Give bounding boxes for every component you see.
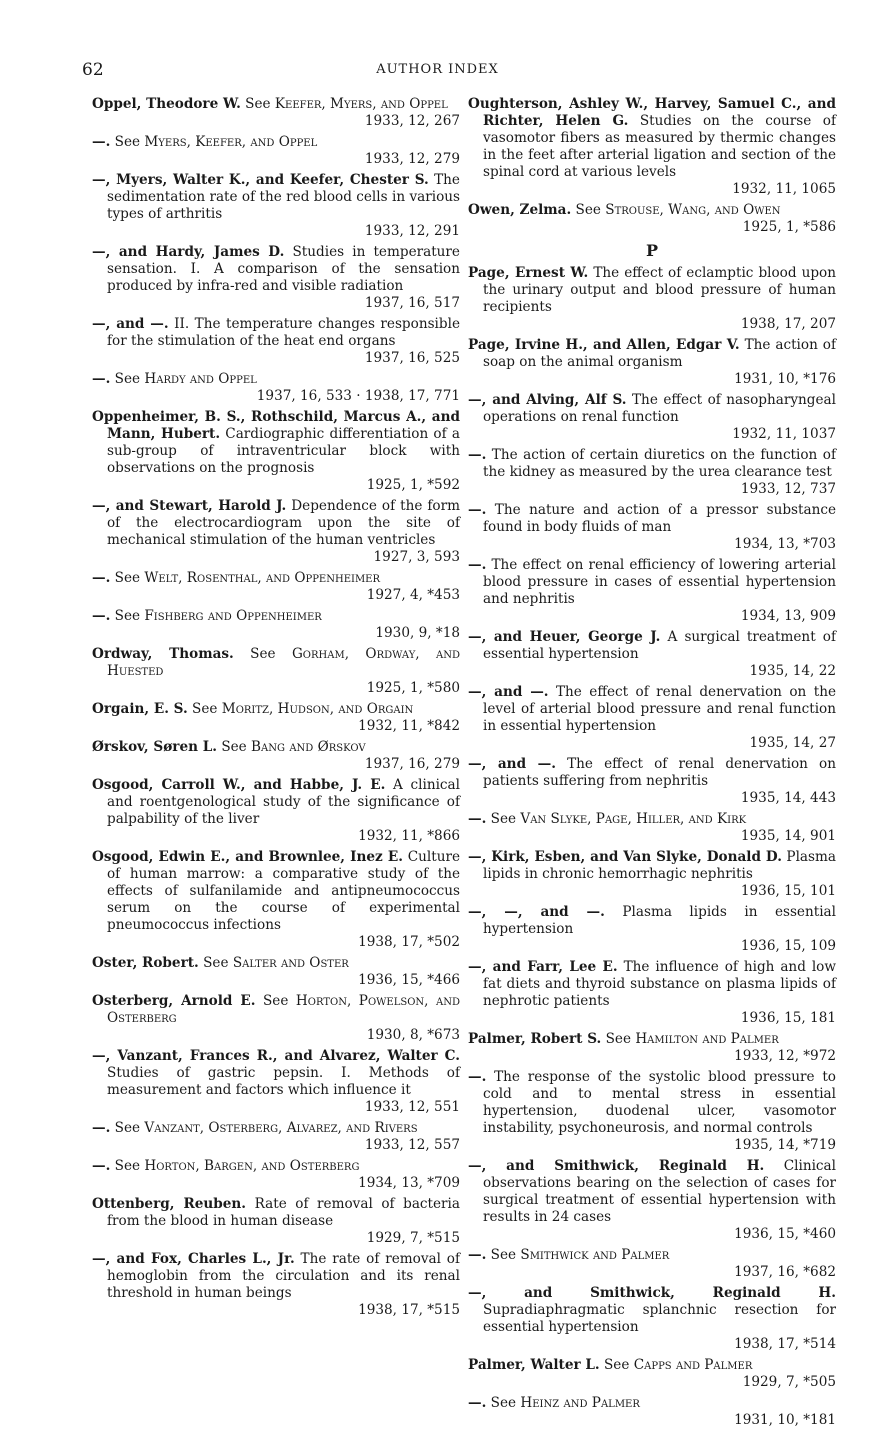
author-name: —. xyxy=(92,570,111,586)
cross-reference: Vanzant, Osterberg, Alvarez, and Rivers xyxy=(144,1120,418,1136)
citation: 1929, 7, *515 xyxy=(366,1230,460,1246)
author-name: —, Myers, Walter K., and Keefer, Chester S. xyxy=(92,172,429,188)
entry-text: See xyxy=(187,701,222,717)
author-name: —. xyxy=(468,1395,487,1411)
entry-text: The effect of eclamptic blood upon the urinary output and blood pressure of human recipients xyxy=(483,265,836,315)
citation: 1935, 14, 22 xyxy=(749,663,836,679)
citation: 1933, 12, 737 xyxy=(740,481,836,497)
citation: 1933, 12, 557 xyxy=(364,1137,460,1153)
index-entry xyxy=(92,134,460,168)
index-entry xyxy=(468,1285,836,1353)
entry-text: See xyxy=(110,371,145,387)
cross-reference: Gorham, Ordway, and Huested xyxy=(107,646,460,679)
entry-text: See xyxy=(486,1395,521,1411)
index-entry xyxy=(92,498,460,566)
index-entry xyxy=(468,811,836,845)
index-entry xyxy=(92,1196,460,1247)
citation: 1932, 11, *866 xyxy=(358,828,460,844)
index-entry xyxy=(468,684,836,752)
index-entry xyxy=(468,557,836,625)
entry-text: The response of the systolic blood pressure to cold and to mental stress in essential hypertension, duodenal ulcer, vasomotor instability, psychoneurosis, and normal controls xyxy=(483,1069,836,1136)
index-entry xyxy=(92,777,460,845)
citation: 1933, 12, 291 xyxy=(364,223,460,239)
entry-text: The sedimentation rate of the red blood cells in various types of arthritis xyxy=(107,172,460,222)
cross-reference: Myers, Keefer, and Oppel xyxy=(144,134,318,150)
cross-reference: Horton, Powelson, and Osterberg xyxy=(107,993,460,1026)
author-name: Orgain, E. S. xyxy=(92,701,188,717)
citation: 1935, 14, *719 xyxy=(734,1137,836,1153)
entry-text: A clinical and roentgenological study of the significance of palpability of the liver xyxy=(107,777,461,827)
index-entry xyxy=(468,849,836,900)
index-entry xyxy=(92,701,460,735)
index-entry xyxy=(92,316,460,367)
author-name: Page, Irvine H., and Allen, Edgar V. xyxy=(468,337,740,353)
citation: 1932, 11, *842 xyxy=(358,718,460,734)
index-entry xyxy=(92,96,460,130)
author-name: Oppel, Theodore W. xyxy=(92,96,241,112)
citation: 1933, 12, 551 xyxy=(364,1099,460,1115)
citation: 1938, 17, 207 xyxy=(740,316,836,332)
author-name: Osgood, Carroll W., and Habbe, J. E. xyxy=(92,777,386,793)
citation: 1936, 15, *460 xyxy=(734,1226,836,1242)
citation: 1925, 1, *592 xyxy=(366,477,460,493)
index-entry xyxy=(468,756,836,807)
author-name: —, and Farr, Lee E. xyxy=(468,959,618,975)
index-entry xyxy=(468,629,836,680)
index-entry xyxy=(468,1247,836,1281)
citation: 1925, 1, *586 xyxy=(742,219,836,235)
entry-text: The nature and action of a pressor substance found in body fluids of man xyxy=(483,502,836,535)
page-number: 62 xyxy=(82,60,104,80)
citation: 1935, 14, 901 xyxy=(740,828,836,844)
index-entry xyxy=(92,646,460,697)
entry-text: The action of certain diuretics on the function of the kidney as measured by the urea clearance test xyxy=(483,447,836,480)
author-name: —, and Stewart, Harold J. xyxy=(92,498,287,514)
index-entry xyxy=(92,1120,460,1154)
index-entry xyxy=(468,392,836,443)
entry-text: See xyxy=(486,1247,521,1263)
author-name: Palmer, Walter L. xyxy=(468,1357,600,1373)
cross-reference: Moritz, Hudson, and Orgain xyxy=(221,701,414,717)
citation: 1927, 4, *453 xyxy=(366,587,460,603)
citation: 1938, 17, *514 xyxy=(734,1336,836,1352)
author-name: —. xyxy=(468,1247,487,1263)
author-name: —. xyxy=(468,1069,487,1085)
author-name: Ordway, Thomas. xyxy=(92,646,234,662)
running-head: AUTHOR INDEX xyxy=(376,62,499,77)
entry-text: The action of soap on the animal organism xyxy=(483,337,836,370)
citation: 1925, 1, *580 xyxy=(366,680,460,696)
author-name: —, Vanzant, Frances R., and Alvarez, Walter C. xyxy=(92,1048,460,1064)
index-entry xyxy=(468,265,836,333)
author-name: Osgood, Edwin E., and Brownlee, Inez E. xyxy=(92,849,404,865)
entry-text: A surgical treatment of essential hypertension xyxy=(483,629,836,662)
index-entry xyxy=(468,1031,836,1065)
entry-text: Culture of human marrow: a comparative study of the effects of sulfanilamide and antipneumococcus serum on the course of experimental pneumococcus infections xyxy=(107,849,461,933)
citation: 1934, 13, *709 xyxy=(358,1175,460,1191)
citation: 1936, 15, 181 xyxy=(740,1010,836,1026)
entry-text: The effect on renal efficiency of lowering arterial blood pressure in cases of essential hypertension and nephritis xyxy=(483,557,836,607)
author-name: Owen, Zelma. xyxy=(468,202,572,218)
cross-reference: Fishberg and Oppenheimer xyxy=(144,608,322,624)
index-entry xyxy=(468,337,836,388)
entry-text: See xyxy=(571,202,606,218)
citation: 1934, 13, 909 xyxy=(740,608,836,624)
author-name: Palmer, Robert S. xyxy=(468,1031,602,1047)
citation: 1932, 11, 1037 xyxy=(732,426,836,442)
citation: 1937, 16, *682 xyxy=(734,1264,836,1280)
index-entry xyxy=(92,570,460,604)
citation: 1932, 11, 1065 xyxy=(732,181,836,197)
author-name: Oster, Robert. xyxy=(92,955,199,971)
entry-text: See xyxy=(601,1031,636,1047)
index-entry xyxy=(468,959,836,1027)
entry-text: The influence of high and low fat diets and thyroid substance on plasma lipids of nephrotic patients xyxy=(483,959,836,1009)
index-entry xyxy=(92,739,460,773)
index-entry xyxy=(92,172,460,240)
entry-text: See xyxy=(486,811,521,827)
author-name: —. xyxy=(92,371,111,387)
author-name: —. xyxy=(92,1158,111,1174)
citation: 1936, 15, 101 xyxy=(740,883,836,899)
section-letter: P xyxy=(645,241,659,260)
author-name: —, and Hardy, James D. xyxy=(92,244,285,260)
entry-text: See xyxy=(217,739,252,755)
index-entry xyxy=(468,1395,836,1429)
entry-text: The effect of renal denervation on the level of arterial blood pressure and renal function in essential hypertension xyxy=(483,684,836,734)
author-name: —, and Alving, Alf S. xyxy=(468,392,627,408)
author-name: —. xyxy=(92,608,111,624)
cross-reference: Smithwick and Palmer xyxy=(520,1247,670,1263)
citation: 1933, 12, 267 xyxy=(364,113,460,129)
entry-text: The effect of nasopharyngeal operations on renal function xyxy=(483,392,836,425)
index-entry xyxy=(92,1158,460,1192)
cross-reference: Capps and Palmer xyxy=(633,1357,753,1373)
cross-reference: Keefer, Myers, and Oppel xyxy=(274,96,448,112)
citation: 1930, 8, *673 xyxy=(366,1027,460,1043)
entry-text: Studies in temperature sensation. I. A comparison of the sensation produced by infra-red and visible radiation xyxy=(107,244,460,294)
index-entry xyxy=(92,1251,460,1319)
entry-text: Plasma lipids in chronic hemorrhagic nephritis xyxy=(483,849,836,882)
entry-text: Studies of gastric pepsin. I. Methods of measurement and factors which influence it xyxy=(107,1065,460,1098)
cross-reference: Salter and Oster xyxy=(232,955,349,971)
entry-text: See xyxy=(110,608,145,624)
author-name: —, and Heuer, George J. xyxy=(468,629,661,645)
left-column xyxy=(92,96,460,1323)
entry-text: Dependence of the form of the electrocardiogram upon the site of mechanical stimulation of the human ventricles xyxy=(107,498,460,548)
citation: 1937, 16, 517 xyxy=(364,295,460,311)
citation: 1936, 15, *466 xyxy=(358,972,460,988)
author-name: —, and —. xyxy=(92,316,169,332)
entry-text: Studies on the course of vasomotor fibers as measured by thermic changes in the feet after arterial ligation and section of the spinal cord at various levels xyxy=(483,113,837,180)
citation: 1938, 17, *502 xyxy=(358,934,460,950)
index-entry xyxy=(468,96,836,198)
cross-reference: Hamilton and Palmer xyxy=(635,1031,779,1047)
index-entry xyxy=(468,1158,836,1243)
cross-reference: Hardy and Oppel xyxy=(144,371,257,387)
index-entry xyxy=(468,447,836,498)
citation: 1938, 17, *515 xyxy=(358,1302,460,1318)
author-name: —, and —. xyxy=(468,684,549,700)
index-entry xyxy=(468,1357,836,1391)
citation: 1934, 13, *703 xyxy=(734,536,836,552)
author-name: —. xyxy=(92,1120,111,1136)
entry-text: See xyxy=(240,96,275,112)
index-entry xyxy=(468,502,836,553)
index-entry xyxy=(468,202,836,236)
index-entry xyxy=(92,244,460,312)
author-name: —. xyxy=(468,447,487,463)
index-entry xyxy=(92,955,460,989)
right-column xyxy=(468,96,836,1433)
entry-text: See xyxy=(255,993,296,1009)
entry-text: See xyxy=(110,134,145,150)
index-entry xyxy=(92,993,460,1044)
entry-text: Supradiaphragmatic splanchnic resection for essential hypertension xyxy=(483,1302,836,1335)
author-name: —. xyxy=(468,502,487,518)
cross-reference: Heinz and Palmer xyxy=(520,1395,640,1411)
citation: 1931, 10, *181 xyxy=(734,1412,836,1428)
author-name: Oughterson, Ashley W., Harvey, Samuel C., and Richter, Helen G. xyxy=(468,96,836,129)
author-name: —, and Fox, Charles L., Jr. xyxy=(92,1251,295,1267)
author-name: —. xyxy=(92,134,111,150)
entry-text: The rate of removal of hemoglobin from the circulation and its renal threshold in human beings xyxy=(107,1251,460,1301)
entry-text: Plasma lipids in essential hypertension xyxy=(483,904,836,937)
entry-text: See xyxy=(198,955,233,971)
author-name: —, and Smithwick, Reginald H. xyxy=(468,1285,836,1301)
index-entry xyxy=(92,849,460,951)
citation: 1929, 7, *505 xyxy=(742,1374,836,1390)
cross-reference: Horton, Bargen, and Osterberg xyxy=(144,1158,360,1174)
author-name: Ørskov, Søren L. xyxy=(92,739,217,755)
citation: 1937, 16, 525 xyxy=(364,350,460,366)
cross-reference: Bang and Ørskov xyxy=(251,739,366,755)
index-entry xyxy=(468,904,836,955)
citation: 1937, 16, 533 · 1938, 17, 771 xyxy=(256,388,460,404)
entry-text: See xyxy=(110,1120,145,1136)
author-name: —, —, and —. xyxy=(468,904,605,920)
author-name: —. xyxy=(468,557,487,573)
author-name: Ottenberg, Reuben. xyxy=(92,1196,247,1212)
entry-text: II. The temperature changes responsible for the stimulation of the heat end organs xyxy=(107,316,460,349)
entry-text: See xyxy=(233,646,292,662)
citation: 1935, 14, 27 xyxy=(749,735,836,751)
cross-reference: Van Slyke, Page, Hiller, and Kirk xyxy=(520,811,747,827)
author-name: —, Kirk, Esben, and Van Slyke, Donald D. xyxy=(468,849,782,865)
index-entry xyxy=(468,1069,836,1154)
citation: 1927, 3, 593 xyxy=(373,549,460,565)
author-name: —, and —. xyxy=(468,756,556,772)
author-name: Osterberg, Arnold E. xyxy=(92,993,256,1009)
author-name: —, and Smithwick, Reginald H. xyxy=(468,1158,765,1174)
citation: 1930, 9, *18 xyxy=(375,625,460,641)
citation: 1933, 12, 279 xyxy=(364,151,460,167)
index-entry xyxy=(92,409,460,494)
citation: 1936, 15, 109 xyxy=(740,938,836,954)
index-entry xyxy=(92,608,460,642)
cross-reference: Welt, Rosenthal, and Oppenheimer xyxy=(144,570,381,586)
cross-reference: Strouse, Wang, and Owen xyxy=(605,202,781,218)
entry-text: See xyxy=(599,1357,634,1373)
citation: 1935, 14, 443 xyxy=(740,790,836,806)
author-name: —. xyxy=(468,811,487,827)
entry-text: See xyxy=(110,570,145,586)
author-name: Oppenheimer, B. S., Rothschild, Marcus A., and Mann, Hubert. xyxy=(92,409,460,442)
entry-text: The effect of renal denervation on patients suffering from nephritis xyxy=(483,756,836,789)
entry-text: Clinical observations bearing on the selection of cases for surgical treatment of essential hypertension with results in 24 cases xyxy=(483,1158,836,1225)
citation: 1937, 16, 279 xyxy=(364,756,460,772)
entry-text: Rate of removal of bacteria from the blood in human disease xyxy=(107,1196,460,1229)
author-name: Page, Ernest W. xyxy=(468,265,589,281)
entry-text: See xyxy=(110,1158,145,1174)
citation: 1933, 12, *972 xyxy=(734,1048,836,1064)
index-entry xyxy=(92,1048,460,1116)
index-entry xyxy=(92,371,460,405)
citation: 1931, 10, *176 xyxy=(734,371,836,387)
entry-text: Cardiographic differentiation of a sub-group of intraventricular block with observations on the prognosis xyxy=(107,426,460,476)
